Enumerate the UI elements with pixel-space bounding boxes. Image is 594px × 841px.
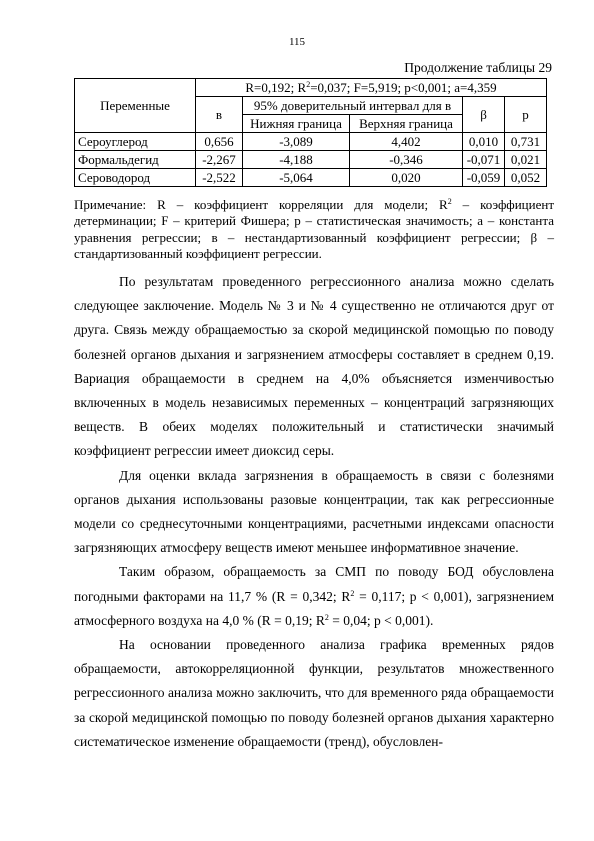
header-model-stats: R=0,192; $R^2=0,037$; F=5,919; p<0,001; a=4,359 (196, 79, 547, 97)
paragraph: По результатам проведенного регрессионного анализа можно сделать следующее заключение. Модель № 3 и № 4 существенно не отличаются друг от друга. Связь между обращаемостью за скорой медицинской помощью по поводу болезней органов дыхания и загрязнением атмосферы составляет в среднем 0,19. Вариация обращаемости в среднем на 4,0% объясняется изменчивостью включенных в модель независимых переменных – концентраций загрязняющих веществ. В обеих моделях положительный и статистически значимый коэффициент регрессии имеет диоксид серы. (74, 274, 554, 459)
header-b: в (196, 97, 243, 133)
body-text (74, 270, 554, 754)
table-continuation-label: Продолжение таблицы 29 (404, 60, 552, 75)
cell-upper: -0,346 (350, 151, 463, 169)
cell-b: -2,267 (196, 151, 243, 169)
cell-b: -2,522 (196, 169, 243, 187)
header-beta: β (463, 97, 505, 133)
header-ci-upper: Верхняя граница (350, 115, 463, 133)
cell-lower: -3,089 (243, 133, 350, 151)
table-note: Примечание: R – коэффициент корреляции для модели; $R^2$ – коэффициент детерминации; F – критерий Фишера; р – статистическая значимость; а – константа уравнения регрессии; в – нестандартизованный коэффициент регрессии; β – стандартизованный коэффициент регрессии. (74, 197, 554, 261)
cell-lower: -5,064 (243, 169, 350, 187)
table-row (75, 169, 547, 187)
cell-p: 0,021 (505, 151, 547, 169)
cell-p: 0,052 (505, 169, 547, 187)
cell-upper: 0,020 (350, 169, 463, 187)
header-p: р (505, 97, 547, 133)
cell-b: 0,656 (196, 133, 243, 151)
table-row (75, 151, 547, 169)
cell-variable: Сероуглерод (75, 133, 196, 151)
header-ci: 95% доверительный интервал для в (243, 97, 463, 115)
cell-upper: 4,402 (350, 133, 463, 151)
paragraph: Таким образом, обращаемость за СМП по поводу БОД обусловлена погодными факторами на 11,7 % (R = 0,342; $R^2 = 0,117$; р < 0,001), загрязнением атмосферного воздуха на 4,0 % (R = 0,19; $R^2 = 0,04$; р < 0,001). (74, 564, 554, 628)
cell-beta: -0,059 (463, 169, 505, 187)
cell-variable: Сероводород (75, 169, 196, 187)
page-number: 115 (288, 36, 306, 48)
cell-variable: Формальдегид (75, 151, 196, 169)
cell-lower: -4,188 (243, 151, 350, 169)
header-variables: Переменные (75, 79, 196, 133)
paragraph: На основании проведенного анализа графика временных рядов обращаемости, автокорреляционной функции, результатов множественного регрессионного анализа можно заключить, что для временного ряда обращаемости за скорой медицинской помощью по поводу болезней органов дыхания характерно систематическое изменение обращаемости (тренд), обусловлен- (74, 637, 554, 749)
cell-beta: 0,010 (463, 133, 505, 151)
table-row (75, 133, 547, 151)
cell-p: 0,731 (505, 133, 547, 151)
paragraph: Для оценки вклада загрязнения в обращаемость в связи с болезнями органов дыхания использованы разовые концентрации, так как регрессионные модели со среднесуточными концентрациями, расчетными индексами опасности загрязняющих атмосферу веществ имеют меньшее информативное значение. (74, 467, 554, 556)
regression-table (74, 78, 547, 187)
header-ci-lower: Нижняя граница (243, 115, 350, 133)
cell-beta: -0,071 (463, 151, 505, 169)
